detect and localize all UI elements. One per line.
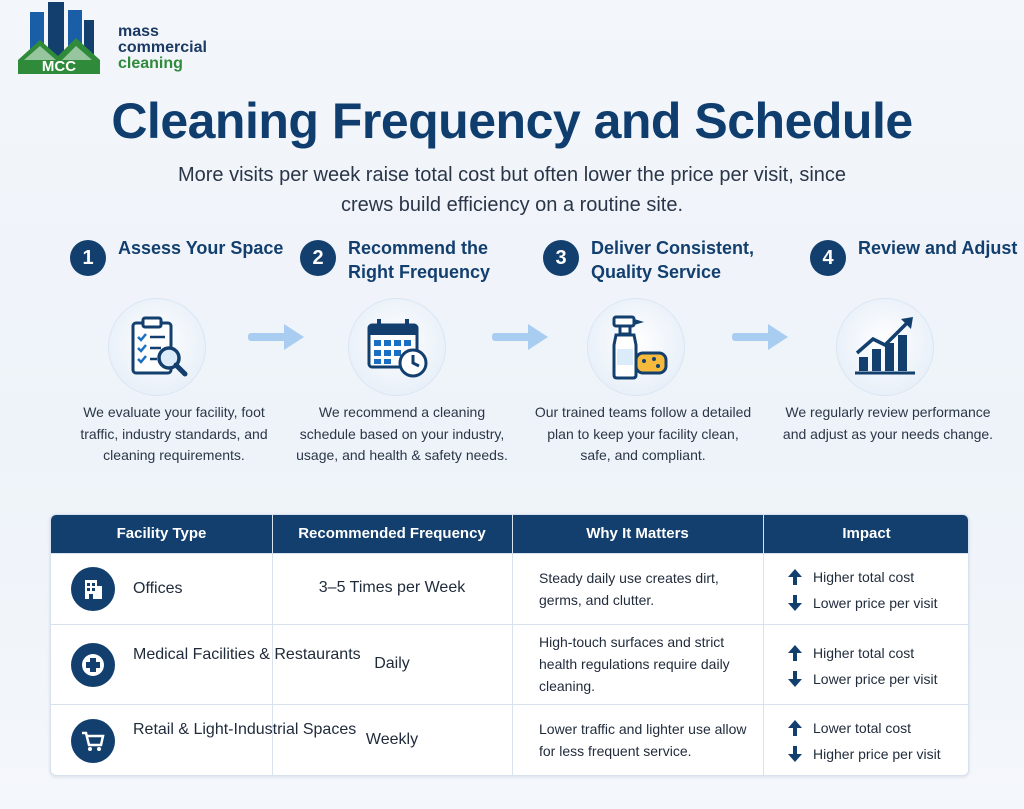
recommended-frequency: 3–5 Times per Week	[318, 579, 466, 596]
arrow-right-icon	[732, 322, 790, 352]
arrow-down-icon	[787, 745, 803, 763]
arrow-up-icon	[787, 719, 803, 737]
calendar-clock-icon	[348, 298, 446, 396]
page-title: Cleaning Frequency and Schedule	[111, 93, 913, 149]
impact	[787, 640, 967, 692]
header-recommended-frequency: Recommended Frequency	[298, 525, 486, 542]
header-impact: Impact	[842, 525, 891, 542]
step-title: Recommend the Right Frequency	[348, 238, 491, 282]
impact-down-text: Lower price per visit	[813, 595, 938, 611]
facility-type: Retail & Light-Industrial Spaces	[133, 721, 357, 738]
step-number: 3	[543, 240, 579, 276]
mcc-skyline-logo-icon	[18, 0, 100, 74]
arrow-up-icon	[787, 568, 803, 586]
step-title: Assess Your Space	[118, 238, 284, 258]
step-description: We regularly review performance and adjust as your needs change.	[782, 404, 994, 442]
brand-line-3: cleaning	[118, 55, 183, 72]
office-building-icon	[71, 567, 115, 611]
header-facility-type: Facility Type	[116, 525, 207, 542]
table-row	[51, 553, 969, 624]
table-row	[51, 624, 969, 704]
medical-cross-icon	[71, 643, 115, 687]
facility-type: Offices	[133, 580, 183, 597]
table-header-row	[51, 515, 969, 553]
page-subtitle: More visits per week raise total cost but often lower the price per visit, since crews build efficiency on a routine site.	[177, 164, 847, 216]
brand-line-1: mass	[118, 23, 159, 40]
shopping-cart-icon	[71, 719, 115, 763]
growth-chart-icon	[836, 298, 934, 396]
header-why-it-matters: Why It Matters	[586, 525, 689, 542]
impact-up-text: Lower total cost	[813, 720, 912, 736]
brand-logo	[18, 0, 218, 78]
step-description: Our trained teams follow a detailed plan to keep your facility clean, safe, and compliant.	[534, 404, 752, 463]
step-number: 2	[300, 240, 336, 276]
impact	[787, 715, 967, 767]
clipboard-magnifier-icon	[108, 298, 206, 396]
step-title: Deliver Consistent, Quality Service	[591, 238, 755, 282]
arrow-right-icon	[248, 322, 306, 352]
impact-up-text: Higher total cost	[813, 645, 915, 661]
step-description: We evaluate your facility, foot traffic, industry standards, and cleaning requirements.	[80, 404, 268, 463]
impact	[787, 564, 967, 616]
arrow-right-icon	[492, 322, 550, 352]
arrow-up-icon	[787, 644, 803, 662]
step-number: 4	[810, 240, 846, 276]
svg-text:MCC: MCC	[41, 58, 77, 74]
why-it-matters: Steady daily use creates dirt, germs, and clutter.	[539, 570, 719, 608]
recommended-frequency: Weekly	[365, 731, 419, 748]
why-it-matters: High-touch surfaces and strict health regulations require daily cleaning.	[539, 634, 730, 694]
why-it-matters: Lower traffic and lighter use allow for less frequent service.	[539, 721, 747, 759]
frequency-table	[50, 514, 969, 776]
arrow-down-icon	[787, 670, 803, 688]
impact-up-text: Higher total cost	[813, 569, 915, 585]
recommended-frequency: Daily	[374, 655, 410, 672]
table-row	[51, 704, 969, 776]
step-description: We recommend a cleaning schedule based on your industry, usage, and health & safety needs.	[296, 404, 508, 463]
impact-down-text: Higher price per visit	[813, 746, 941, 762]
impact-down-text: Lower price per visit	[813, 671, 938, 687]
brand-line-2: commercial	[118, 39, 207, 56]
spray-bottle-sponge-icon	[587, 298, 685, 396]
arrow-down-icon	[787, 594, 803, 612]
step-number: 1	[70, 240, 106, 276]
facility-type: Medical Facilities & Restaurants	[133, 646, 361, 663]
step-title: Review and Adjust	[858, 238, 1018, 258]
